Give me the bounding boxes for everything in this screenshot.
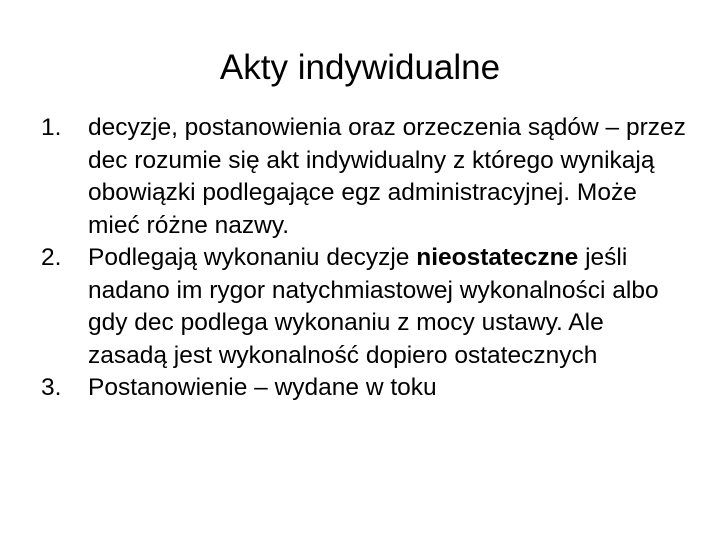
list-item-text: decyzje, postanowienia oraz orzeczenia sądów – przez dec rozumie się akt indywidualny z którego wynikają obowiązki podlegające egz administracyjnej. Może mieć różne nazwy.	[88, 114, 686, 239]
numbered-list	[41, 112, 688, 405]
list-item-number: 3.	[41, 374, 62, 401]
list-item-text-before: Podlegają wykonaniu decyzje	[88, 244, 417, 271]
list-item-2	[41, 242, 688, 372]
list-item-1	[41, 112, 688, 242]
list-item-number: 1.	[41, 114, 62, 141]
bold-term-nieostateczne: nieostateczne	[416, 244, 579, 271]
list-item-3	[41, 372, 688, 405]
list-item-number: 2.	[41, 244, 62, 271]
list-item-text: Postanowienie – wydane w toku	[88, 374, 437, 401]
slide-title: Akty indywidualne	[219, 48, 501, 87]
list-item-text-after: jeśli nadano im rygor natychmiastowej wykonalności albo gdy dec podlega wykonaniu z mocy ustawy. Ale zasadą jest wykonalność dopiero ostatecznych	[88, 244, 659, 369]
list-item-text	[88, 242, 688, 372]
